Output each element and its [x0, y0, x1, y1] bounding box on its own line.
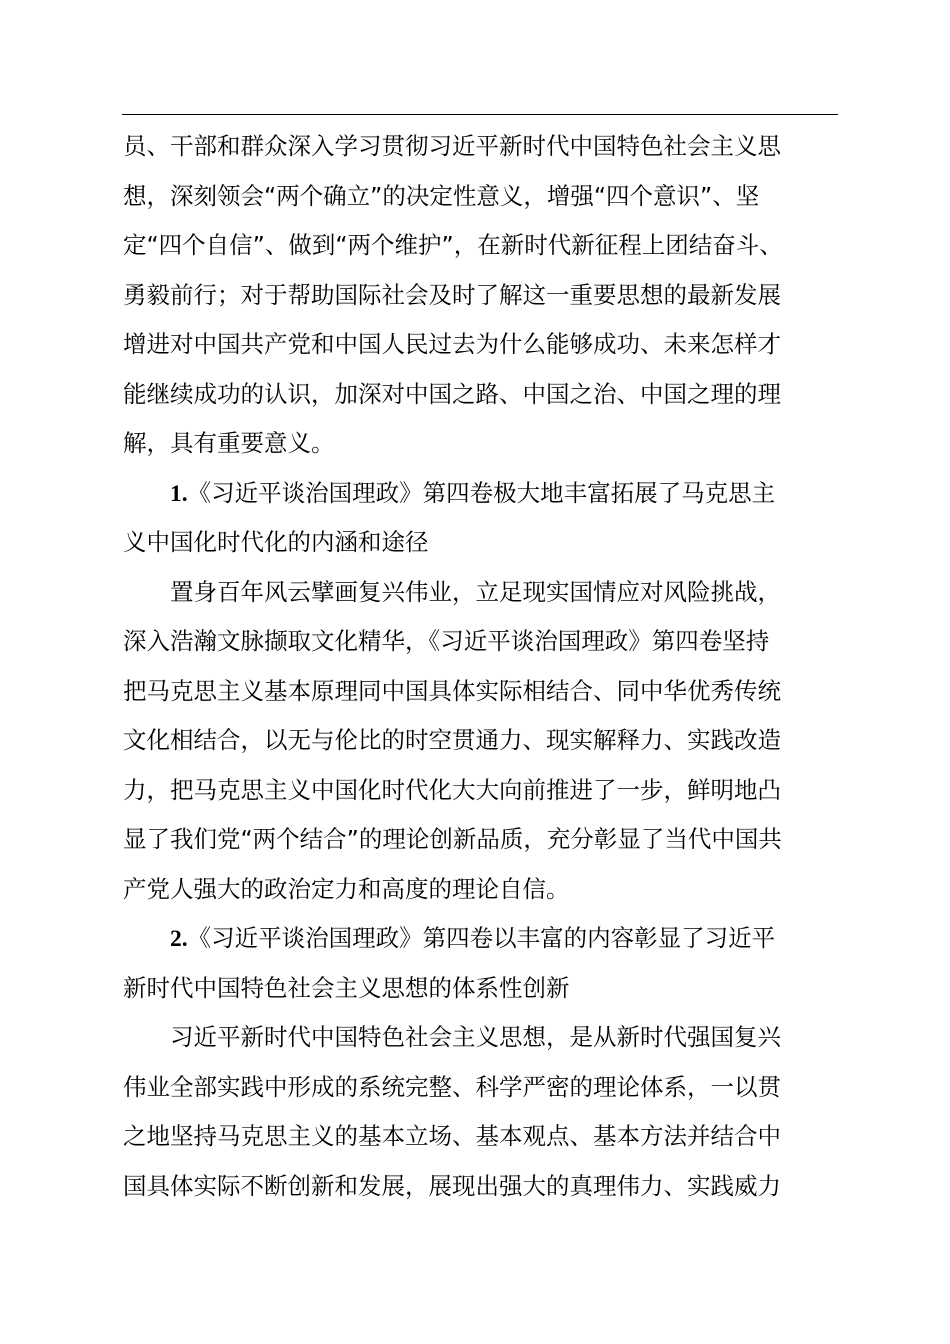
text-line: 员、干部和群众深入学习贯彻习近平新时代中国特色社会主义思	[123, 132, 781, 160]
text-line: 文化相结合，以无与伦比的时空贯通力、现实解释力、实践改造	[123, 726, 781, 754]
section-heading-text: 《习近平谈治国理政》第四卷极大地丰富拓展了马克思主	[187, 478, 776, 507]
body-text	[123, 122, 863, 1211]
section-number: 1.	[170, 480, 188, 507]
text-line: 之地坚持马克思主义的基本立场、基本观点、基本方法并结合中	[123, 1122, 781, 1150]
text-line: 勇毅前行；对于帮助国际社会及时了解这一重要思想的最新发展	[123, 280, 781, 309]
text-line: 想，深刻领会“两个确立”的决定性意义，增强“四个意识”、坚	[123, 181, 760, 210]
text-line: 增进对中国共产党和中国人民过去为什么能够成功、未来怎样才	[123, 330, 781, 358]
section-heading-1	[123, 469, 863, 519]
section-heading-2-cont: 新时代中国特色社会主义思想的体系性创新	[123, 973, 570, 1002]
text-line: 伟业全部实践中形成的系统完整、科学严密的理论体系，一以贯	[123, 1072, 781, 1101]
section-heading-text: 《习近平谈治国理政》第四卷以丰富的内容彰显了习近平	[187, 924, 776, 952]
text-line: 把马克思主义基本原理同中国具体实际相结合、同中华优秀传统	[123, 676, 781, 705]
text-line: 深入浩瀚文脉撷取文化精华，《习近平谈治国理政》第四卷坚持	[123, 627, 770, 655]
text-line: 定“四个自信”、做到“两个维护”，在新时代新征程上团结奋斗、	[123, 231, 783, 259]
paragraph-start: 置身百年风云擘画复兴伟业，立足现实国情应对风险挑战，	[170, 577, 781, 606]
section-heading-1-cont: 义中国化时代化的内涵和途径	[123, 528, 429, 556]
text-line: 产党人强大的政治定力和高度的理论自信。	[123, 874, 570, 903]
text-line: 国具体实际不断创新和发展，展现出强大的真理伟力、实践威力	[123, 1171, 781, 1200]
text-line: 解，具有重要意义。	[123, 429, 335, 457]
text-line: 能继续成功的认识，加深对中国之路、中国之治、中国之理的理	[123, 379, 781, 408]
header-rule	[122, 114, 838, 115]
paragraph-start: 习近平新时代中国特色社会主义思想，是从新时代强国复兴	[170, 1023, 781, 1051]
text-line: 力，把马克思主义中国化时代化大大向前推进了一步，鲜明地凸	[123, 775, 781, 804]
text-line: 显了我们党“两个结合”的理论创新品质，充分彰显了当代中国共	[123, 825, 782, 853]
section-heading-2	[123, 914, 863, 964]
section-number: 2.	[170, 926, 188, 952]
